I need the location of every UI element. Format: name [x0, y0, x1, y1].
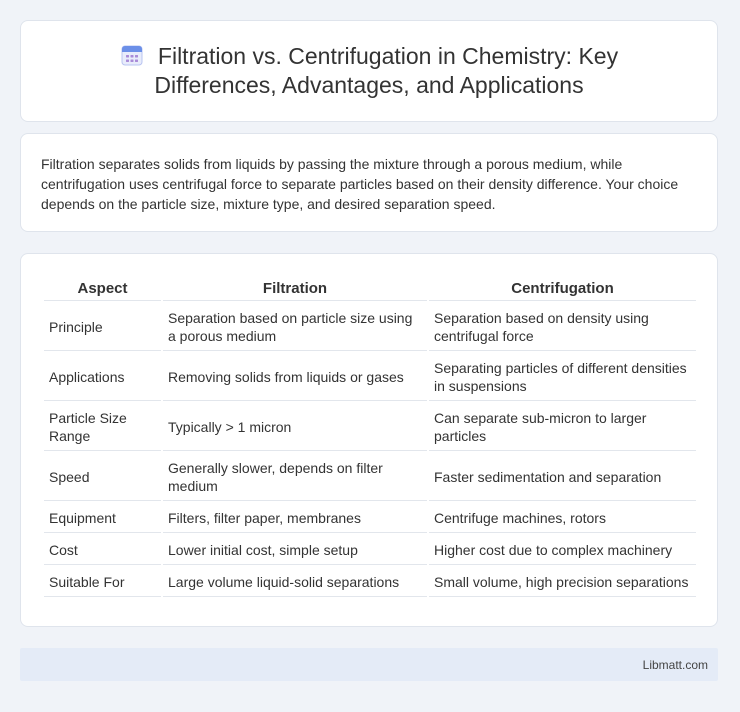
- cell-centrifugation: Centrifuge machines, rotors: [429, 503, 696, 533]
- cell-aspect: Applications: [44, 353, 161, 401]
- summary-card: [20, 133, 718, 232]
- header-aspect: Aspect: [44, 276, 161, 301]
- cell-aspect: Suitable For: [44, 567, 161, 597]
- cell-centrifugation: Small volume, high precision separations: [429, 567, 696, 597]
- summary-text: Filtration separates solids from liquids by passing the mixture through a porous medium, while centrifugation uses centrifugal force to separate particles based on their density difference. Your choice depends on the particle size, mixture type, and desired separation speed.: [41, 156, 679, 212]
- cell-filtration: Removing solids from liquids or gases: [163, 353, 427, 401]
- cell-centrifugation: Separation based on density using centrifugal force: [429, 303, 696, 351]
- table-row: [44, 535, 696, 565]
- table-row: [44, 453, 696, 501]
- cell-aspect: Speed: [44, 453, 161, 501]
- page-title: Filtration vs. Centrifugation in Chemistry: Key Differences, Advantages, and Applications: [154, 43, 619, 98]
- cell-centrifugation: Higher cost due to complex machinery: [429, 535, 696, 565]
- footer-brand[interactable]: Libmatt.com: [642, 657, 708, 672]
- comparison-table-card: [20, 253, 718, 627]
- table-row: [44, 353, 696, 401]
- table-row: [44, 503, 696, 533]
- table-header-row: [44, 276, 696, 301]
- page-title-wrap: [59, 42, 679, 100]
- table-row: [44, 567, 696, 597]
- footer: [20, 648, 718, 681]
- cell-filtration: Lower initial cost, simple setup: [163, 535, 427, 565]
- cell-aspect: Cost: [44, 535, 161, 565]
- cell-filtration: Generally slower, depends on filter medium: [163, 453, 427, 501]
- calendar-icon: [120, 43, 144, 67]
- cell-aspect: Equipment: [44, 503, 161, 533]
- cell-filtration: Separation based on particle size using a porous medium: [163, 303, 427, 351]
- cell-filtration: Filters, filter paper, membranes: [163, 503, 427, 533]
- title-card: [20, 20, 718, 122]
- table-row: [44, 303, 696, 351]
- header-centrifugation: Centrifugation: [429, 276, 696, 301]
- cell-centrifugation: Separating particles of different densities in suspensions: [429, 353, 696, 401]
- cell-aspect: Principle: [44, 303, 161, 351]
- cell-centrifugation: Can separate sub-micron to larger particles: [429, 403, 696, 451]
- header-filtration: Filtration: [163, 276, 427, 301]
- table-row: [44, 403, 696, 451]
- cell-centrifugation: Faster sedimentation and separation: [429, 453, 696, 501]
- cell-filtration: Large volume liquid-solid separations: [163, 567, 427, 597]
- cell-filtration: Typically > 1 micron: [163, 403, 427, 451]
- cell-aspect: Particle Size Range: [44, 403, 161, 451]
- comparison-table: [42, 274, 698, 599]
